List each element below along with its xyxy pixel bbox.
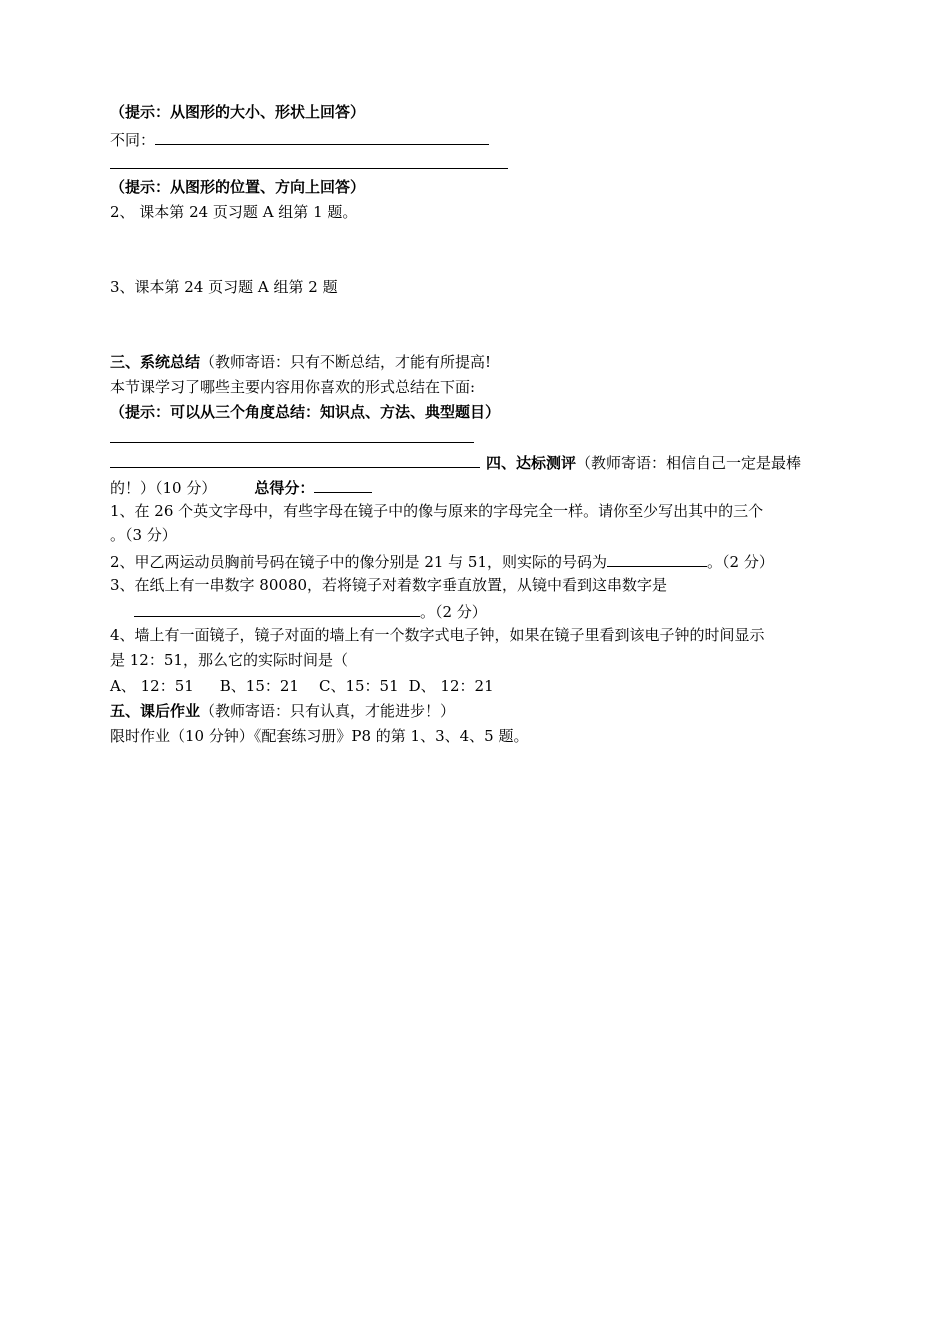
total-score-blank[interactable] <box>314 476 372 493</box>
section-4-heading <box>110 451 801 473</box>
question-3-answer <box>110 600 487 622</box>
question-2-text: 2、甲乙两运动员胸前号码在镜子中的像分别是 21 与 51，则实际的号码为 <box>110 553 608 571</box>
option-b: B、15：21 <box>219 677 299 695</box>
option-c: C、15：51 <box>318 677 399 695</box>
summary-blank[interactable] <box>110 451 480 468</box>
option-a: A、 12：51 <box>110 677 194 695</box>
section-3-note: （教师寄语：只有不断总结，才能有所提高! <box>200 353 492 371</box>
difference-label: 不同： <box>110 131 156 149</box>
section-5-title: 五、课后作业 <box>110 702 201 720</box>
answer-rule[interactable] <box>110 168 508 169</box>
question-2 <box>110 550 774 572</box>
section-3-title: 三、系统总结 <box>110 353 201 371</box>
question-4-options <box>110 676 494 696</box>
exercise-item-2: 2、 课本第 24 页习题 A 组第 1 题。 <box>110 203 358 221</box>
section-3-prompt: 本节课学习了哪些主要内容用你喜欢的形式总结在下面: <box>110 378 476 396</box>
option-d: D、 12：21 <box>408 677 494 695</box>
question-3-points: 。（2 分） <box>420 603 487 621</box>
section-5-note: （教师寄语：只有认真，才能进步！） <box>200 702 456 720</box>
question-4: 4、墙上有一面镜子，镜子对面的墙上有一个数字式电子钟，如果在镜子里看到该电子钟的时间显示 <box>110 626 765 644</box>
homework-text: 限时作业（10 分钟）《配套练习册》P8 的第 1、3、4、5 题。 <box>110 727 529 745</box>
question-4-continued: 是 12：51，那么它的实际时间是（ <box>110 651 348 669</box>
question-3: 3、在纸上有一串数字 80080，若将镜子对着数字垂直放置，从镜中看到这串数字是 <box>110 576 668 594</box>
question-1: 1、在 26 个英文字母中，有些字母在镜子中的像与原来的字母完全一样。请你至少写出其中的三个 <box>110 502 764 520</box>
section-3-hint: （提示：可以从三个角度总结：知识点、方法、典型题目） <box>110 403 501 421</box>
section-4-note-a: （教师寄语：相信自己一定是最棒 <box>576 454 802 472</box>
hint-position-direction: （提示：从图形的位置、方向上回答） <box>110 178 366 196</box>
section-4-note-b: 的！）（10 分） <box>110 479 217 497</box>
total-score-label: 总得分： <box>254 479 315 497</box>
question-3-blank[interactable] <box>134 600 420 617</box>
section-3-heading <box>110 352 491 372</box>
section-4-subline <box>110 476 372 498</box>
difference-answer-blank[interactable] <box>155 128 489 145</box>
question-2-blank[interactable] <box>607 550 707 567</box>
section-5-heading <box>110 701 455 721</box>
question-2-points: 。（2 分） <box>707 553 774 571</box>
summary-rule[interactable] <box>110 442 474 443</box>
question-1-points: 。（3 分） <box>110 526 177 544</box>
hint-size-shape: （提示：从图形的大小、形状上回答） <box>110 103 366 121</box>
difference-line <box>110 128 489 150</box>
section-4-title: 四、达标测评 <box>486 454 577 472</box>
exercise-item-3: 3、课本第 24 页习题 A 组第 2 题 <box>110 278 338 296</box>
